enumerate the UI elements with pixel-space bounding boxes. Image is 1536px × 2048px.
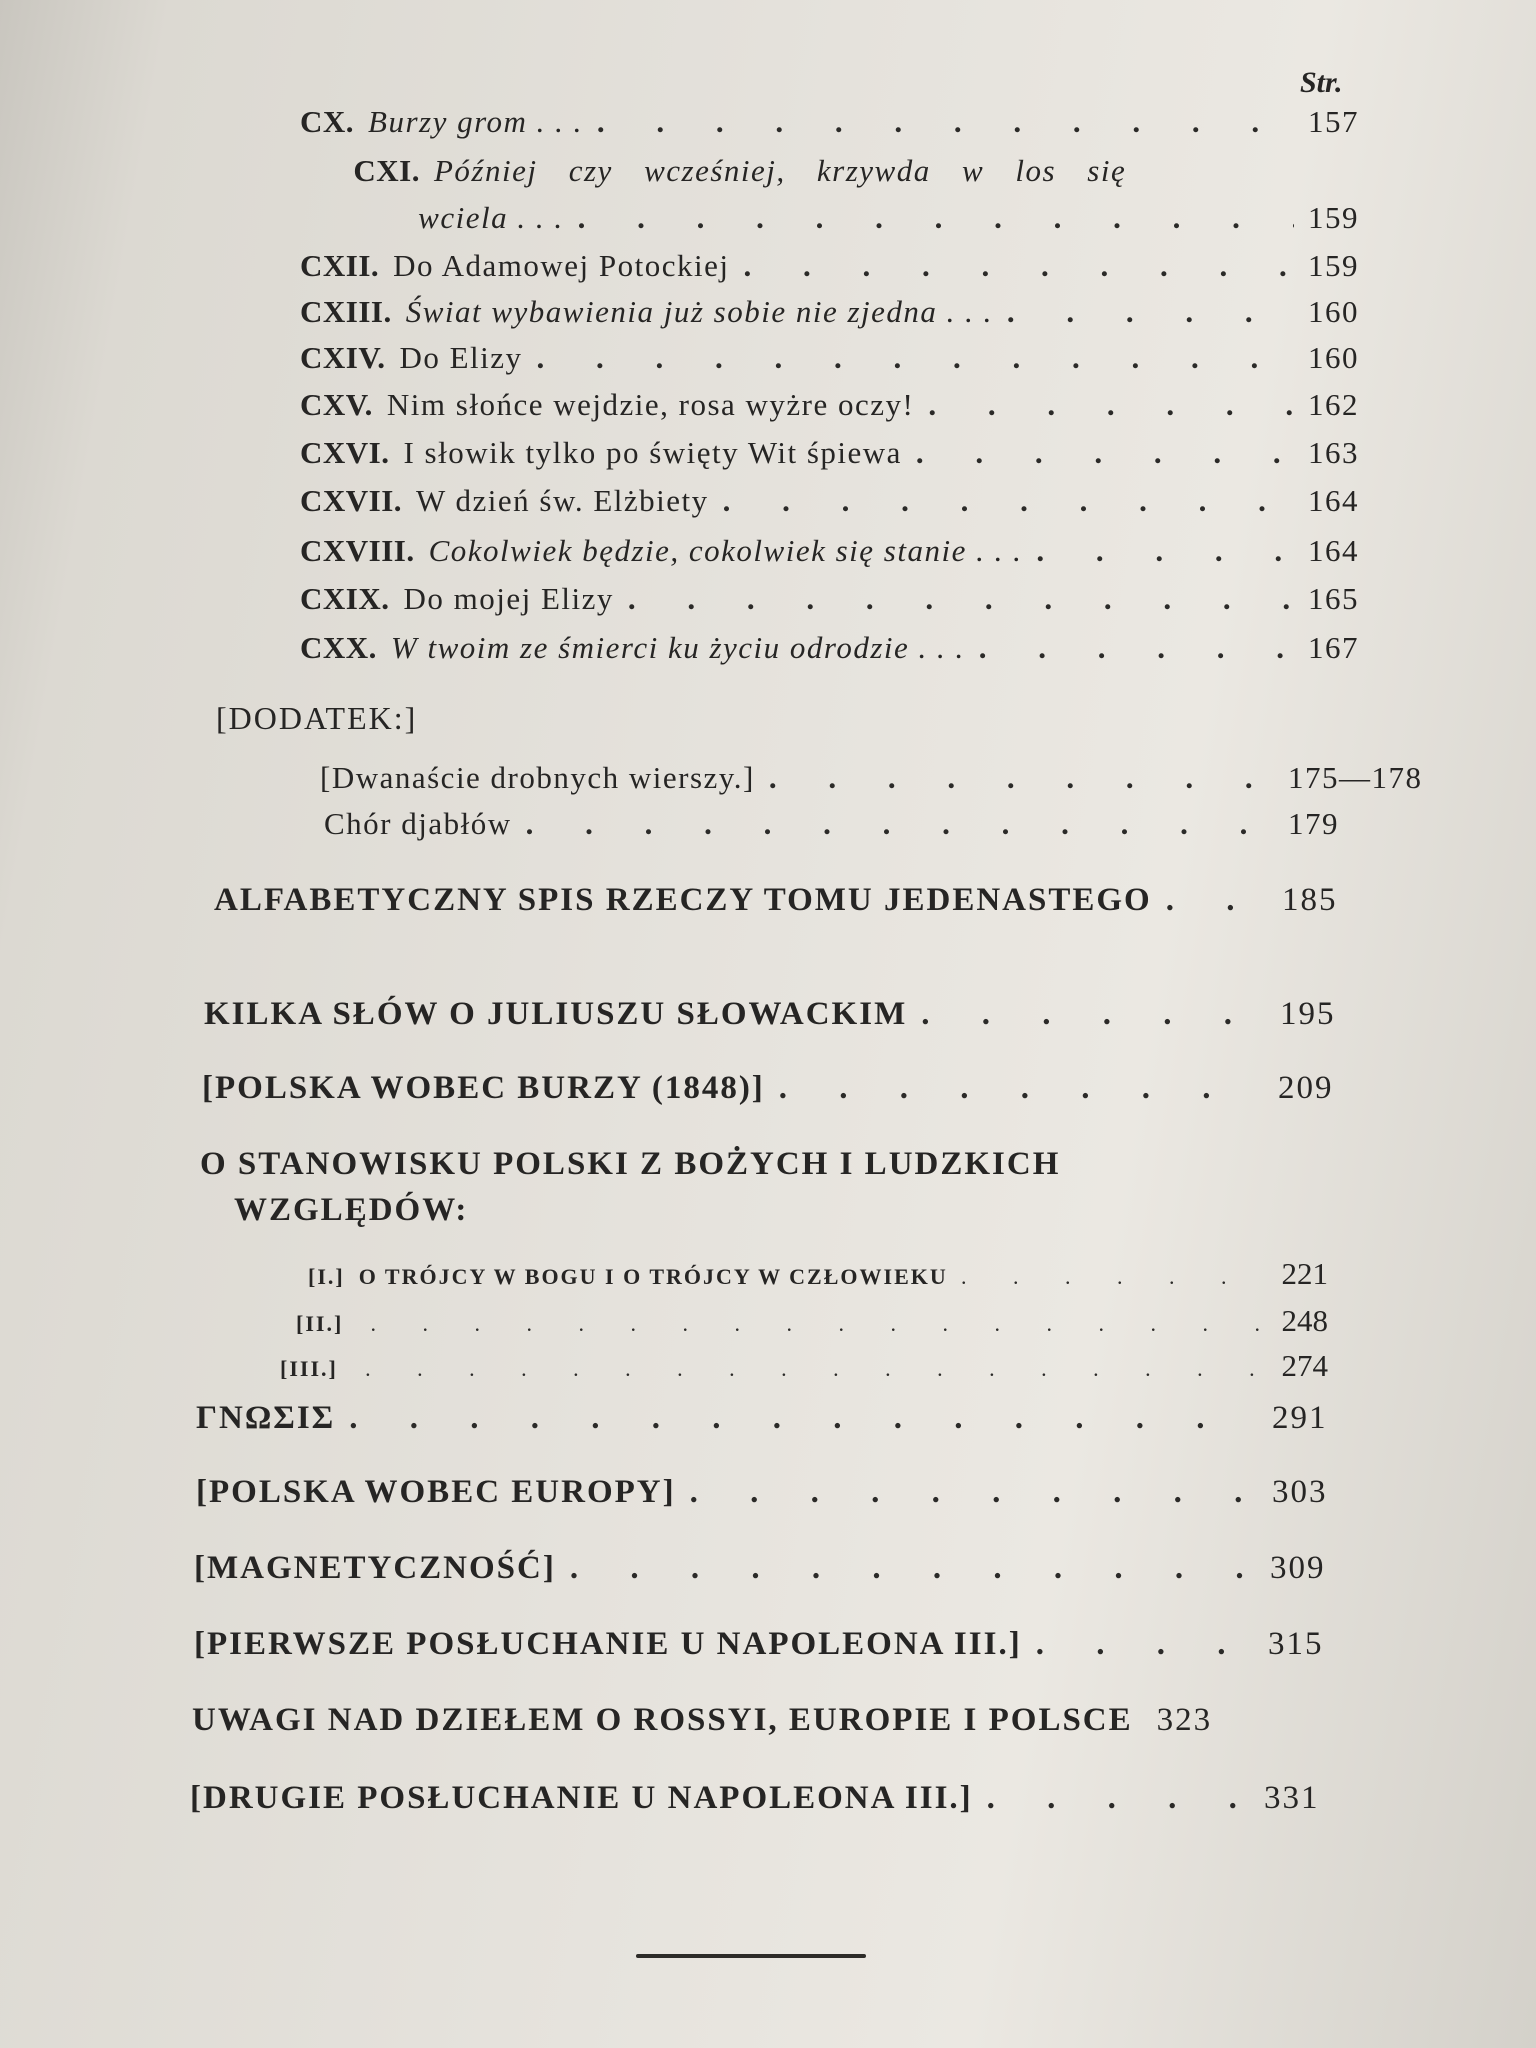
entry-number: CXIII. [300, 294, 392, 329]
entry-number: CXIV. [300, 340, 386, 375]
toc-entry [300, 387, 1358, 424]
section-title: [DRUGIE POSŁUCHANIE U NAPOLEONA III.] [190, 1780, 973, 1816]
stanowisko-title [200, 1146, 1060, 1183]
dot-leader [1036, 1626, 1254, 1666]
toc-entry [300, 581, 1358, 618]
entry-number: CXII. [300, 248, 380, 283]
dot-leader [628, 581, 1294, 618]
dot-leader [916, 435, 1294, 472]
dot-leader [928, 387, 1294, 424]
dot-leader [371, 1318, 1264, 1337]
toc-entry [300, 248, 1358, 285]
dot-leader [537, 340, 1294, 377]
entry-page: 162 [1308, 387, 1359, 422]
dot-leader [769, 760, 1274, 797]
toc-entry [300, 200, 1358, 237]
entry-number: CXIX. [300, 581, 390, 616]
entry-title: W dzień św. Elżbiety [416, 483, 709, 518]
dot-leader [578, 200, 1294, 237]
toc-section [192, 1702, 1316, 1739]
dot-leader [349, 1400, 1258, 1440]
section-page: 185 [1282, 882, 1338, 918]
dot-leader [526, 806, 1274, 843]
dot-leader [1036, 533, 1294, 570]
toc-entry [300, 533, 1358, 570]
toc-entry [300, 483, 1358, 520]
dot-leader [921, 996, 1266, 1036]
section-page: 303 [1272, 1474, 1328, 1510]
entry-number: CXX. [300, 630, 377, 665]
entry-page: 163 [1308, 435, 1359, 470]
entry-page: 160 [1308, 294, 1359, 329]
entry-number: CXI. [353, 153, 420, 188]
section-title: [MAGNETYCZNOŚĆ] [194, 1550, 556, 1586]
dot-leader [570, 1550, 1256, 1590]
stanowisko-part [308, 1256, 1328, 1292]
toc-section [204, 996, 1336, 1036]
entry-page: 164 [1308, 533, 1359, 568]
entry-number: CXVIII. [300, 533, 415, 568]
entry-title: [Dwanaście drobnych wierszy.] [320, 760, 755, 795]
entry-page: 179 [1288, 806, 1339, 841]
section-page: 309 [1270, 1550, 1326, 1586]
section-title: UWAGI NAD DZIEŁEM O ROSSYI, EUROPIE I POLSCE [192, 1702, 1133, 1738]
part-number: [III.] [280, 1356, 338, 1381]
toc-section [196, 1474, 1328, 1514]
entry-page: 159 [1308, 200, 1359, 235]
dot-leader [779, 1070, 1264, 1110]
entry-page: 175—178 [1288, 760, 1423, 795]
dot-leader [597, 104, 1294, 141]
stanowisko-part [280, 1348, 1328, 1384]
entry-page: 159 [1308, 248, 1359, 283]
toc-section [194, 1550, 1326, 1590]
entry-title: Świat wybawienia już sobie nie zjedna . . . [405, 294, 993, 329]
part-title: O TRÓJCY W BOGU I O TRÓJCY W CZŁOWIEKU [358, 1264, 948, 1289]
dot-leader [743, 248, 1294, 285]
part-page: 221 [1281, 1256, 1328, 1291]
part-number: [I.] [308, 1264, 345, 1289]
part-number: [II.] [296, 1311, 344, 1336]
dot-leader [1007, 294, 1294, 331]
entry-page: 165 [1308, 581, 1359, 616]
part-page: 248 [1281, 1303, 1328, 1338]
section-page: 331 [1264, 1780, 1320, 1816]
dot-leader [723, 483, 1294, 520]
section-title: KILKA SŁÓW O JULIUSZU SŁOWACKIM [204, 996, 908, 1032]
stanowisko-part [296, 1303, 1328, 1339]
entry-title: Cokolwiek będzie, cokolwiek się stanie . . . [428, 533, 1023, 568]
entry-title: Burzy grom . . . [368, 104, 583, 139]
appendix-entry [320, 760, 1423, 797]
entry-number: CXVII. [300, 483, 403, 518]
toc-entry [300, 104, 1358, 141]
entry-title: Chór djabłów [324, 806, 512, 841]
section-page: 209 [1278, 1070, 1334, 1106]
section-title: O STANOWISKU POLSKI Z BOŻYCH I LUDZKICH [200, 1146, 1061, 1182]
appendix-entry [324, 806, 1338, 843]
toc-section [190, 1780, 1320, 1820]
dot-leader [690, 1474, 1258, 1514]
stanowisko-title-cont [234, 1192, 468, 1229]
section-title: ΓΝΩΣΙΣ [196, 1400, 336, 1436]
toc-section [214, 882, 1338, 922]
appendix-title: [DODATEK:] [216, 700, 418, 736]
dot-leader [987, 1780, 1250, 1820]
entry-number: CXVI. [300, 435, 390, 470]
section-title: ALFABETYCZNY SPIS RZECZY TOMU JEDENASTEGO [214, 882, 1152, 918]
dot-leader [979, 630, 1294, 667]
toc-entry [300, 630, 1358, 667]
entry-title: wciela . . . [418, 200, 564, 235]
section-title: WZGLĘDÓW: [234, 1192, 469, 1228]
toc-entry [300, 153, 1358, 189]
entry-page: 157 [1308, 104, 1359, 139]
toc-section [202, 1070, 1334, 1110]
entry-title: I słowik tylko po święty Wit śpiewa [403, 435, 902, 470]
dot-leader [962, 1271, 1264, 1290]
toc-entry [300, 435, 1358, 472]
section-title: [POLSKA WOBEC BURZY (1848)] [202, 1070, 765, 1106]
toc-section [194, 1626, 1324, 1666]
section-page: 323 [1156, 1702, 1213, 1738]
dot-leader [1166, 882, 1268, 922]
toc-entry [300, 340, 1358, 377]
entry-title: Do Adamowej Potockiej [393, 248, 730, 283]
entry-number: CX. [300, 104, 355, 139]
toc-section [196, 1400, 1328, 1440]
page-column-header: Str. [1300, 66, 1343, 99]
section-title: [PIERWSZE POSŁUCHANIE U NAPOLEONA III.] [194, 1626, 1022, 1662]
appendix-heading [216, 700, 417, 737]
section-page: 195 [1280, 996, 1336, 1032]
entry-number: CXV. [300, 387, 373, 422]
section-page: 291 [1272, 1400, 1328, 1436]
section-page: 315 [1268, 1626, 1324, 1662]
entry-page: 164 [1308, 483, 1359, 518]
entry-title: Później czy wcześniej, krzywda w los się [434, 153, 1127, 188]
entry-title: Do Elizy [399, 340, 523, 375]
entry-title: W twoim ze śmierci ku życiu odrodzie . . . [390, 630, 965, 665]
closing-rule [636, 1954, 866, 1958]
section-title: [POLSKA WOBEC EUROPY] [196, 1474, 676, 1510]
entry-title: Do mojej Elizy [403, 581, 614, 616]
toc-entry [300, 294, 1358, 331]
part-page: 274 [1281, 1348, 1328, 1383]
entry-page: 167 [1308, 630, 1359, 665]
entry-page: 160 [1308, 340, 1359, 375]
entry-title: Nim słońce wejdzie, rosa wyżre oczy! [386, 387, 915, 422]
dot-leader [366, 1363, 1264, 1382]
